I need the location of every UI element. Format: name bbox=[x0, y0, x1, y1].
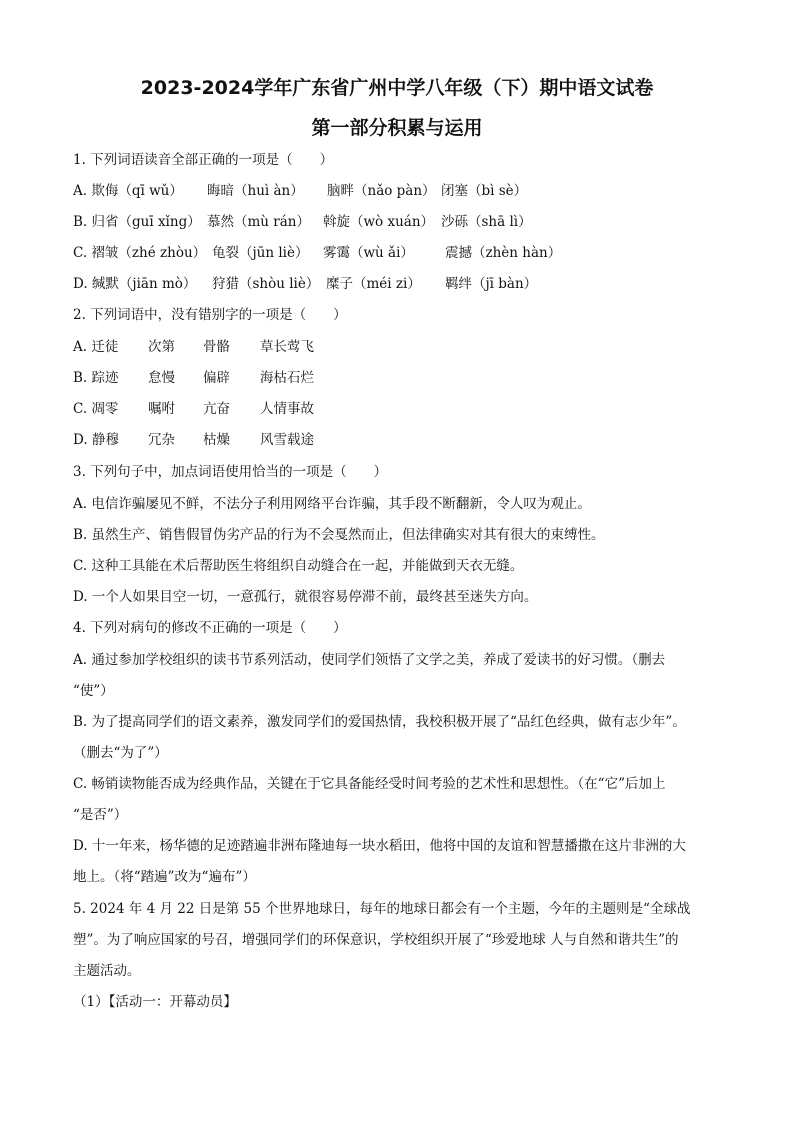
option-item: 冗杂 bbox=[148, 432, 175, 448]
option-item: A. 迁徒 bbox=[73, 339, 119, 355]
exam-title: 2023-2024学年广东省广州中学八年级（下）期中语文试卷 bbox=[140, 77, 654, 99]
option-item: B. 踪迹 bbox=[73, 370, 119, 386]
option-item: 斡旋（wò xuán） bbox=[323, 214, 435, 230]
option-item: 枯燥 bbox=[203, 432, 230, 448]
option-item: 狩猎（shòu liè） bbox=[212, 276, 320, 292]
option-item: B. 归省（guī xǐng） bbox=[73, 214, 201, 230]
option-item: 龟裂（jūn liè） bbox=[212, 245, 309, 261]
question-4-line: “使”） bbox=[73, 683, 114, 699]
question-5-activity-heading: （1）【活动一：开幕动员】 bbox=[73, 994, 237, 1010]
question-2-stem: 2. 下列词语中，没有错别字的一项是（ ） bbox=[73, 307, 347, 323]
option-item: 晦暗（huì àn） bbox=[207, 183, 304, 199]
option-item: 人情事故 bbox=[260, 401, 314, 417]
option-item: 亢奋 bbox=[203, 401, 230, 417]
option-item: 嘱咐 bbox=[148, 401, 175, 417]
question-3-option-c: C. 这种工具能在术后帮助医生将组织自动缝合在一起，并能做到天衣无缝。 bbox=[73, 558, 524, 574]
option-item: 次第 bbox=[148, 339, 175, 355]
question-4-line: 地上。（将“踏遍”改为“遍布”） bbox=[73, 869, 256, 885]
option-item: 沙砾（shā lì） bbox=[441, 214, 532, 230]
option-item: 偏辟 bbox=[203, 370, 230, 386]
question-1-stem: 1. 下列词语读音全部正确的一项是（ ） bbox=[73, 152, 334, 168]
option-item: 慕然（mù rán） bbox=[207, 214, 310, 230]
option-item: 雾霭（wù ǎi） bbox=[323, 245, 414, 261]
question-4-line: “是否”） bbox=[73, 807, 128, 823]
option-item: 风雪载途 bbox=[260, 432, 314, 448]
option-item: A. 欺侮（qī wǔ） bbox=[73, 183, 183, 199]
question-3-option-b: B. 虽然生产、销售假冒伪劣产品的行为不会戛然而止，但法律确实对其有很大的束缚性。 bbox=[73, 527, 605, 543]
question-4-stem: 4. 下列对病句的修改不正确的一项是（ ） bbox=[73, 620, 347, 636]
option-item: C. 褶皱（zhé zhòu） bbox=[73, 245, 207, 261]
question-5-line: 5. 2024 年 4 月 22 日是第 55 个世界地球日，每年的地球日都会有一个主题，今年的主题则是“全球战 bbox=[73, 901, 691, 917]
option-item: 羁绊（jī bàn） bbox=[445, 276, 538, 292]
question-4-line: （删去“为了”） bbox=[73, 745, 168, 761]
question-4-line: B. 为了提高同学们的语文素养，激发同学们的爱国热情，我校积极开展了“品红色经典，做有志少年”。 bbox=[73, 714, 686, 730]
option-item: 骨骼 bbox=[203, 339, 230, 355]
option-item: 怠慢 bbox=[148, 370, 175, 386]
option-item: 闭塞（bì sè） bbox=[441, 183, 528, 199]
option-item: C. 凋零 bbox=[73, 401, 119, 417]
option-item: 震撼（zhèn hàn） bbox=[445, 245, 562, 261]
question-4-line: C. 畅销读物能否成为经典作品，关键在于它具备能经受时间考验的艺术性和思想性。（在“它”后加上 bbox=[73, 776, 666, 792]
question-3-option-a: A. 电信诈骗屡见不鲜，不法分子利用网络平台诈骗，其手段不断翻新，令人叹为观止。 bbox=[73, 496, 591, 512]
option-item: 脑畔（nǎo pàn） bbox=[327, 183, 436, 199]
question-3-option-d: D. 一个人如果目空一切，一意孤行，就很容易停滞不前，最终甚至迷失方向。 bbox=[73, 589, 538, 605]
question-5-line: 塑”。为了响应国家的号召，增强同学们的环保意识，学校组织开展了“珍爱地球 人与自然和谐共生”的 bbox=[73, 932, 679, 948]
option-item: D. 缄默（jiān mò） bbox=[73, 276, 197, 292]
option-item: 草长莺飞 bbox=[260, 339, 314, 355]
option-item: 糜子（méi zi） bbox=[326, 276, 421, 292]
section-title: 第一部分积累与运用 bbox=[311, 117, 483, 139]
question-3-stem: 3. 下列句子中，加点词语使用恰当的一项是（ ） bbox=[73, 464, 388, 480]
question-4-line: D. 十一年来，杨华德的足迹踏遍非洲布隆迪每一块水稻田，他将中国的友谊和智慧播撒在这片非洲的大 bbox=[73, 838, 686, 854]
question-5-line: 主题活动。 bbox=[73, 963, 141, 979]
question-4-line: A. 通过参加学校组织的读书节系列活动，使同学们领悟了文学之美，养成了爱读书的好习惯。（删去 bbox=[73, 652, 666, 668]
option-item: 海枯石烂 bbox=[260, 370, 314, 386]
option-item: D. 静穆 bbox=[73, 432, 119, 448]
